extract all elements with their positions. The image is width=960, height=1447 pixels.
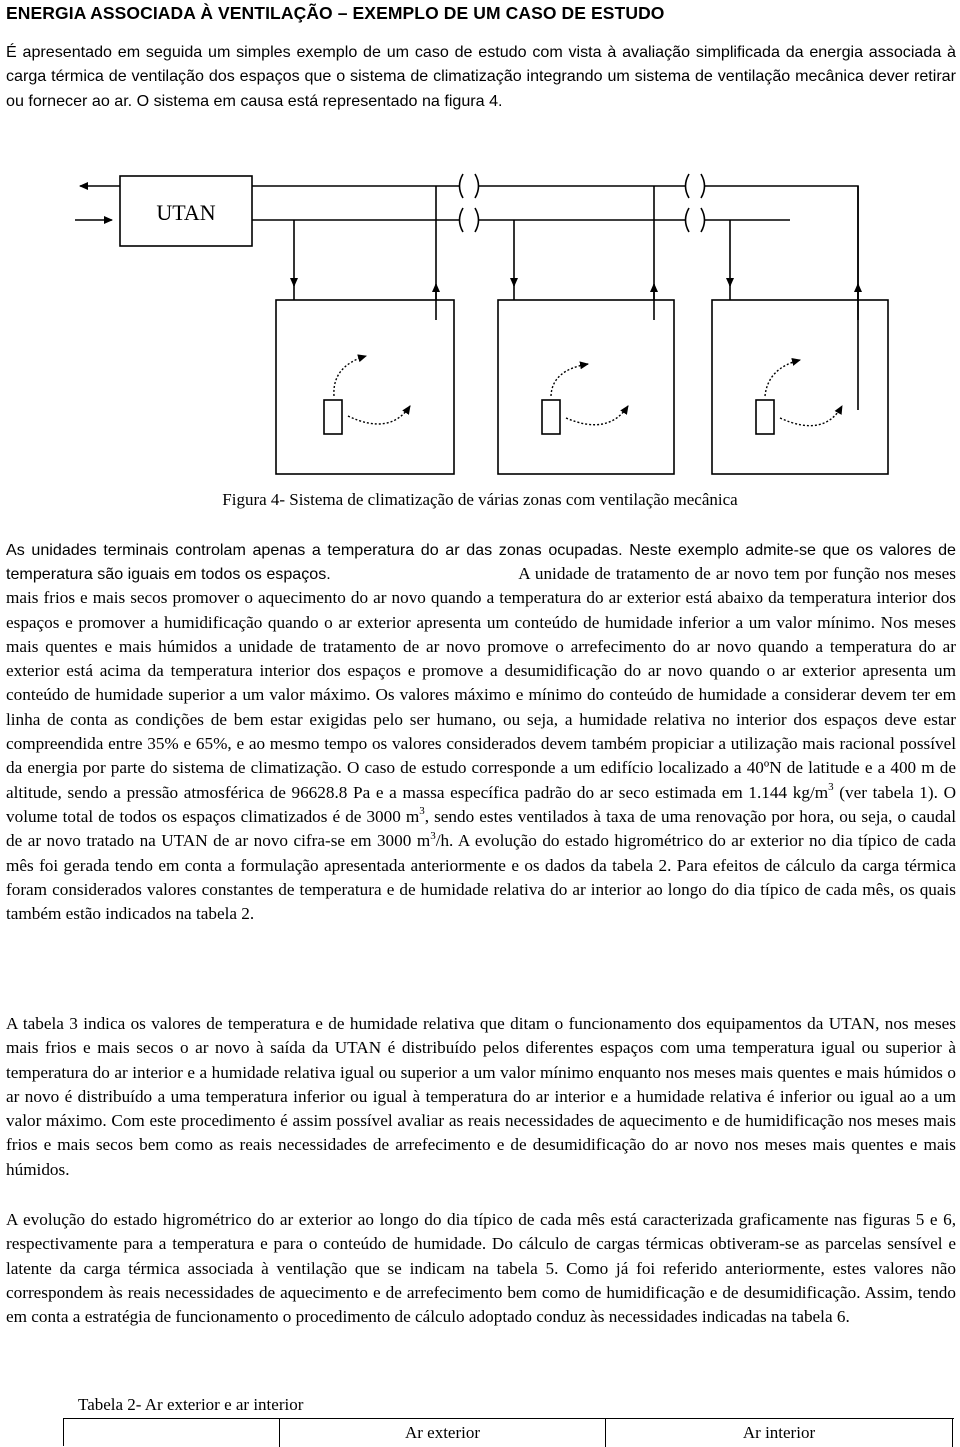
zone1-airflow-curve	[334, 356, 366, 396]
duct-break-mark	[475, 174, 479, 198]
zone2-airflow-curve	[551, 364, 588, 396]
zone2-airflow-curve	[566, 406, 628, 425]
zone-3-box	[712, 300, 888, 474]
terminal-unit-3	[756, 400, 774, 434]
duct-break-mark	[701, 174, 705, 198]
body-paragraph-2: A tabela 3 indica os valores de temperatura e de humidade relativa que ditam o funcionamento dos equipamentos da UTAN, nos meses mais frios e mais secos o ar novo à saída da UTAN é distribuído pelos diferentes espaços com uma temperatura igual ou superior à temperatura do ar interior e a humidade relativa igual ou superior a um valor mínimo enquanto nos meses mais quentes e mais húmidos o ar novo é distribuído a uma temperatura inferior ou igual à temperatura do ar interior e a humidade relativa é inferior ou igual ao a um valor máximo. Com este procedimento é assim possível avaliar as reais necessidades de aquecimento e de humidificação nos meses mais frios e mais secos bem como as reais necessidades de arrefecimento e de desumidificação do ar novo nos meses mais quentes e mais húmidos.	[6, 1014, 956, 1179]
zone-1-box	[276, 300, 454, 474]
paragraph-1-part-c: (ver tabela 1). O volume total de todos os espaços climatizados é de 3000 m	[6, 782, 956, 826]
duct-break-mark	[701, 208, 705, 232]
hvac-schematic	[0, 160, 960, 480]
table-header-cell: Ar interior	[606, 1419, 953, 1447]
page-heading: ENERGIA ASSOCIADA À VENTILAÇÃO – EXEMPLO DE UM CASO DE ESTUDO	[6, 3, 665, 23]
table-header-cell	[64, 1419, 280, 1447]
table-header-cell: Ar exterior	[280, 1419, 606, 1447]
table-2-caption: Tabela 2- Ar exterior e ar interior	[78, 1395, 304, 1414]
utan-label: UTAN	[156, 200, 216, 225]
figure-4-diagram	[0, 160, 960, 480]
superscript: 3	[419, 805, 425, 818]
body-paragraph-3: A evolução do estado higrométrico do ar exterior ao longo do dia típico de cada mês está caracterizada graficamente nas figuras 5 e 6, respectivamente para a temperatura e para o conteúdo de humidade. Do cálculo de cargas térmicas obtiveram-se as parcelas sensível e latente da carga térmica associada à ventilação que se indicam na tabela 5. Como já foi referido anteriormente, estes valores não correspondem às reais necessidades de aquecimento e de arrefecimento bem como de humidificação e de desumidificação. Assim, tendo em conta a estratégia de funcionamento o procedimento de cálculo adoptado conduz às necessidades indicadas na tabela 6.	[6, 1210, 956, 1327]
duct-break-mark	[475, 208, 479, 232]
paragraph-1-part-b: A unidade de tratamento de ar novo tem por função nos meses mais frios e mais secos promover o aquecimento do ar novo quando a temperatura do ar exterior está abaixo da temperatura interior dos espaços e promover a humidificação quando o ar exterior apresenta um conteúdo de humidade inferior a um valor mínimo. Nos meses mais quentes e mais húmidos a unidade de tratamento de ar novo promove o arrefecimento do ar novo quando a temperatura do ar exterior está acima da temperatura interior dos espaços e promove a desumidificação do ar novo quando o ar exterior apresenta um conteúdo de humidade superior a um valor máximo. Os valores máximo e mínimo do conteúdo de humidade a considerar devem ter em linha de conta as condições de bem estar exigidas pelo ser humano, ou seja, a humidade relativa no interior dos espaços deve estar compreendida entre 35% e 65%, e ao mesmo tempo os valores considerados devem também propiciar a utilização mais racional possível da energia por parte do sistema de climatização. O caso de estudo corresponde a um edifício localizado a 40ºN de latitude e a 400 m de altitude, sendo a pressão atmosférica de 96628.8 Pa e a massa específica padrão do ar seco estimada em 1.144 kg/m	[6, 564, 956, 802]
zone3-airflow-curve	[780, 406, 842, 426]
zone1-airflow-curve	[348, 406, 410, 424]
figure-caption: Figura 4- Sistema de climatização de várias zonas com ventilação mecânica	[222, 490, 738, 509]
table-2	[63, 1418, 954, 1446]
duct-break-mark	[460, 174, 464, 198]
zone-2-box	[498, 300, 674, 474]
paragraph-1-part-d: , sendo estes ventilados à taxa de uma renovação por hora, ou seja, o caudal de ar novo tratado na UTAN de ar novo cifra-se em 3000 m	[6, 806, 956, 851]
superscript: 3	[828, 780, 834, 793]
paragraph-1-part-a: As unidades terminais controlam apenas a temperatura do ar das zonas ocupadas. Neste exemplo admite-se que os valores de temperatura são iguais em todos os espaços.	[6, 541, 956, 584]
zone3-airflow-curve	[765, 360, 800, 396]
duct-break-mark	[686, 208, 690, 232]
terminal-unit-2	[542, 400, 560, 434]
intro-paragraph: É apresentado em seguida um simples exemplo de um caso de estudo com vista à avaliação simplificada da energia associada à carga térmica de ventilação dos espaços que o sistema de climatização integrando um sistema de ventilação mecânica dever retirar ou fornecer ao ar. O sistema em causa está representado na figura 4.	[6, 43, 956, 110]
terminal-unit-1	[324, 400, 342, 434]
duct-break-mark	[686, 174, 690, 198]
duct-break-mark	[460, 208, 464, 232]
body-paragraph-1-cont	[6, 562, 956, 926]
superscript: 3	[430, 829, 436, 842]
paragraph-1-part-e: /h. A evolução do estado higrométrico do ar exterior no dia típico de cada mês foi gerada tendo em conta a formulação apresentada anteriormente e os dados da tabela 2. Para efeitos de cálculo da carga térmica foram considerados valores constantes de temperatura e de humidade relativa do ar interior ao longo do dia típico de cada mês, os quais também estão indicados na tabela 2.	[6, 831, 956, 924]
